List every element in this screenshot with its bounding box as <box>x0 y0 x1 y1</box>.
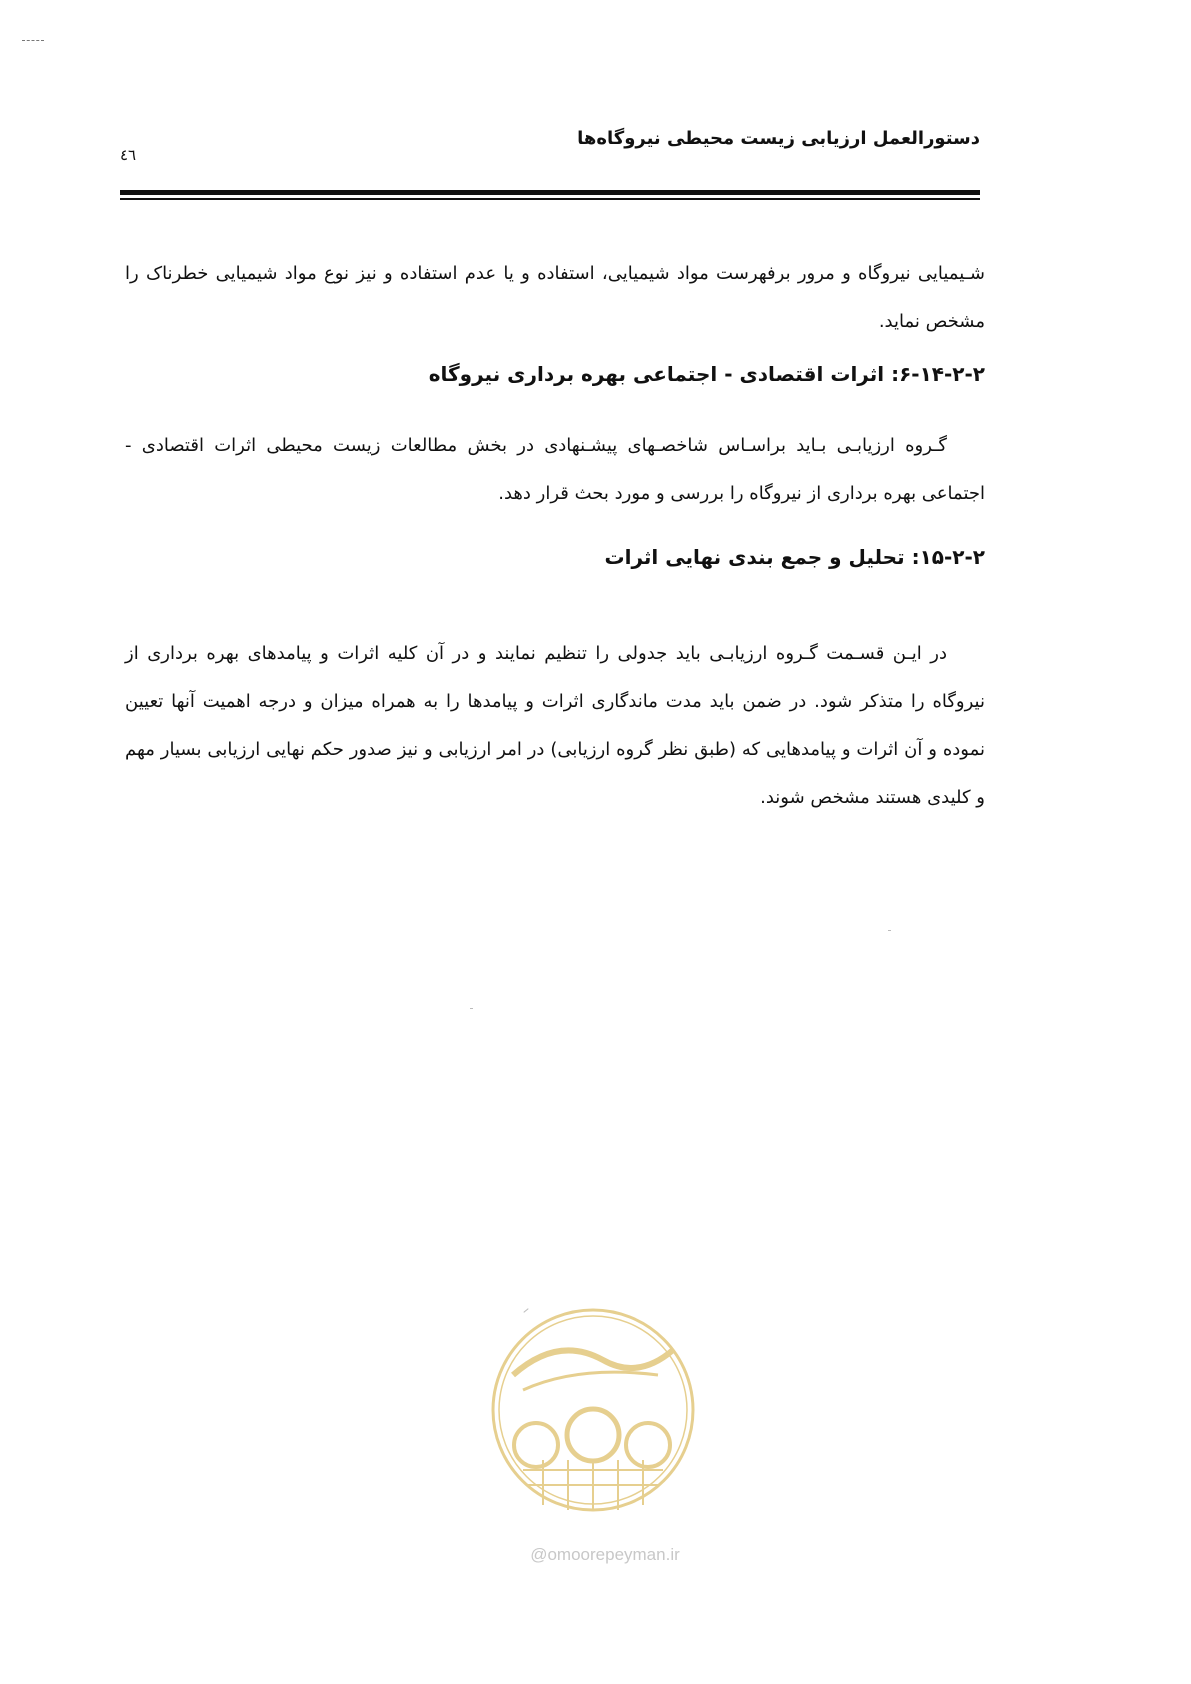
header-title: دستورالعمل ارزیابی زیست محیطی نیروگاه‌ها <box>577 128 980 149</box>
paragraph-final-analysis: در ایـن قسـمت گـروه ارزیابـی باید جدولی را تنظیم نمایند و در آن کلیه اثرات و پیامدهای بهره برداری از نیروگاه را متذکر شود. در ضمن باید مدت ماندگاری اثرات و پیامدها را به همراه میزان و درجه اهمیت آنها تعیین نموده و آن اثرات و پیامدهایی که (طبق نظر گروه ارزیابی) در امر ارزیابی و نیز صدور حکم نهایی ارزیابی بسیار مهم و کلیدی هستند مشخص شوند. <box>125 643 985 808</box>
scan-mark <box>22 40 44 42</box>
header-rule-thin <box>120 198 980 200</box>
page-number: ٤٦ <box>120 146 137 164</box>
header-rule-thick <box>120 190 980 195</box>
scan-speck <box>888 930 891 931</box>
watermark-url: @omoorepeyman.ir <box>530 1545 680 1564</box>
paragraph-chemicals: شـیمیایی نیروگاه و مرور برفهرست مواد شیمیایی، استفاده و یا عدم استفاده و نیز نوع مواد شیمیایی خطرناک را مشخص نماید. <box>125 263 985 332</box>
scan-speck <box>470 1008 473 1009</box>
section-heading-final-analysis: ۱۵-۲-۲: تحلیل و جمع بندی نهایی اثرات <box>604 545 985 569</box>
page-header <box>120 128 980 168</box>
section-heading-socioeconomic: ۶-۱۴-۲-۲: اثرات اقتصادی - اجتماعی بهره برداری نیروگاه <box>428 362 985 386</box>
paragraph-socioeconomic: گـروه ارزیابـی بـاید براسـاس شاخصـهای پیشـنهادی در بخش مطالعات زیست محیطی اثرات اقتصادی - اجتماعی بهره برداری از نیروگاه را بررسی و مورد بحث قرار دهد. <box>125 435 985 504</box>
watermark-logo <box>488 1305 698 1515</box>
